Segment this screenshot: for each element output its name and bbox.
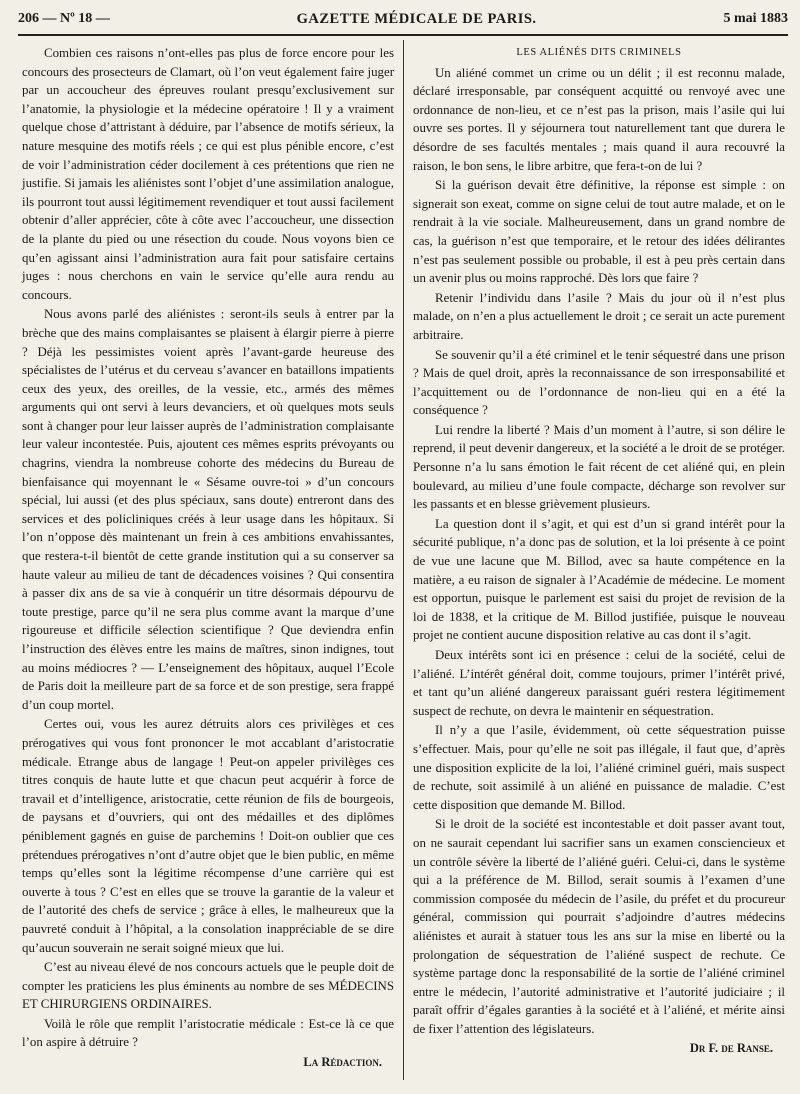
- right-signature: Dr F. de Ranse.: [689, 1041, 773, 1056]
- section-title: LES ALIÉNÉS DITS CRIMINELS: [516, 47, 682, 58]
- right-paragraph: Lui rendre la liberté ? Mais d’un moment à l’autre, si son délire le reprend, il peut devenir dangereux, et la société a le droit de se protéger. Personne n’a lu sans émotion le fait récent de cet aliéné qui, en plein boulevard, au milieu d’une foule compacte, décharge son revolver sur les passants et en blesse grièvement plusieurs.: [413, 422, 785, 512]
- left-signature: La Rédaction.: [303, 1055, 382, 1070]
- right-paragraph: Si la guérison devait être définitive, la réponse est simple : on signerait son exeat, comme on signe celui de tout autre malade, et on le rendrait à la vie sociale. Malheureusement, dans un grand nombre de cas, la guérison n’est que temporaire, et le retour des idées délirantes n’est pas seulement possible ou probable, il est à peu près certain dans un avenir plus ou moins rapproché. Dès lors que faire ?: [413, 178, 785, 286]
- right-paragraph: Se souvenir qu’il a été criminel et le tenir séquestré dans une prison ? Mais de quel droit, après la reconnaissance de son irresponsabilité et l’acquittement ou de l’ordonnance de non-lieu qui en a été la conséquence ?: [413, 347, 785, 418]
- right-paragraph: Un aliéné commet un crime ou un délit ; il est reconnu malade, déclaré irresponsable, par conséquent acquitté ou renvoyé avec une ordonnance de non-lieu, et ce n’est pas la prison, mais l’asile qui lui ouvre ses portes. Il y séjournera tout naturellement tant que durera le désordre de ses facultés mentales ; mais quand il aura recouvré la raison, le bon sens, le libre arbitre, que fera-t-on de lui ?: [413, 65, 785, 173]
- right-paragraph: Retenir l’individu dans l’asile ? Mais du jour où il n’est plus malade, on n’en a plus actuellement le droit ; ce serait un acte purement arbitraire.: [413, 290, 785, 342]
- journal-title: GAZETTE MÉDICALE DE PARIS.: [296, 10, 537, 27]
- right-paragraph: Si le droit de la société est incontestable et doit passer avant tout, on ne saurait cependant lui sacrifier sans un examen consciencieux et un contrôle sévère la liberté de l’aliéné guéri. Celui-ci, dans le système qui a la préférence de M. Billod, serait soumis à l’examen d’une commission composée du médecin de l’asile, du préfet et du procureur général, commission qui pourrait s’adjoindre d’autres médecins aliénistes et aurait à statuer tous les ans sur la mise en liberté ou la prolongation de séquestration de l’aliéné suspect de rechute. Ce système partage donc la responsabilité de la sortie de l’aliéné criminel entre le médecin, l’autorité administrative et l’autorité judiciaire ; il paraît offrir d’égales garanties à la société et à l’aliéné, et mérite ainsi de fixer l’attention des législateurs.: [413, 817, 785, 1036]
- right-paragraph: Deux intérêts sont ici en présence : celui de la société, celui de l’aliéné. L’intérêt général doit, comme toujours, primer l’intérêt privé, et tant qu’un aliéné dangereux paraissant guéri restera légitimement suspect de rechute, on devra le maintenir en séquestration.: [413, 648, 785, 718]
- left-paragraph: Certes oui, vous les aurez détruits alors ces privilèges et ces prérogatives qui vous font prononcer le mot accablant d’aristocratie médicale. Etrange abus de langage ! Peut-on appeler privilèges ces titres conquis de haute lutte et que chacun peut acquérir à force de travail et d’intelligence, aristocratie, cette réunion de fils de bourgeois, de paysans et d’ouvriers, qui ont des médailles et des diplômes péniblement gagnés en guise de parchemins ! Doit-on oublier que ces prétendues prérogatives n’ont d’autre objet que le bien public, en même temps qu’elles sont la légitime récompense d’une carrière qui est ouverte à tous ? C’est en elles que se trouve la garantie de la valeur et de l’autorité des chefs de service ; grâce à elles, le malheureux que la pauvreté conduit à l’hôpital, a la consolation inappréciable de se dire qu’aucun souverain ne serait soigné mieux que lui.: [22, 717, 394, 955]
- page-header: [18, 6, 788, 32]
- right-paragraph: Il n’y a que l’asile, évidemment, où cette séquestration puisse s’effectuer. Mais, pour qu’elle ne soit pas illégale, il faut que, d’après une disposition explicite de la loi, l’aliéné criminel guéri, mais suspect de rechute, soit assimilé à un aliéné en puissance de maladie. C’est cette disposition que demande M. Billod.: [413, 723, 785, 812]
- left-column: [22, 44, 394, 1072]
- right-column: [413, 44, 785, 1058]
- left-paragraph: Nous avons parlé des aliénistes : seront-ils seuls à entrer par la brèche que des mains complaisantes se plaisent à élargir pierre à pierre ? Déjà les pessimistes voient après l’avant-garde heureuse des spécialistes de l’utérus et du cerveau s’avancer en bataillons impatients ceux des yeux, des oreilles, de la vessie, etc., armés des mêmes arguments qui ont servi à leurs devanciers, et où quelques mots seuls sont à changer pour leur laisser auprès de l’administration complaisante leur valeur incontestée. Puis, ajoutent ces mêmes esprits prévoyants ou chagrins, viendra la nombreuse cohorte des médecins du Bureau de bienfaisance qui moyennant le « Sésame ouvre-toi » d’un concours spécial, lui aussi (et des plus spéciaux, sans doute) entreront dans des services et des policliniques créés à leur usage dans les hôpitaux. Si l’on n’oppose dès maintenant un frein à ces ambitions envahissantes, que restera-t-il bientôt de cette grande institution qui a su conserver sa haute valeur au milieu de tant de décadences voisines ? Qui consentira à passer dix ans de sa vie à conquérir un titre désormais dépourvu de toute prestige, parce qu’il ne sera plus comme avant la marque d’une rigoureuse et difficile sélection scientifique ? Que deviendra enfin l’instruction des élèves entre les mains de maîtres, sinon indignes, tout au moins médiocres ? — L’enseignement des hôpitaux, auquel l’Ecole de Paris doit la meilleure part de sa force et de son prestige, sera frappé d’un coup mortel.: [22, 307, 394, 712]
- column-divider: [403, 40, 404, 1080]
- left-paragraph: Voilà le rôle que remplit l’aristocratie médicale : Est-ce là ce que l’on aspire à détruire ?: [22, 1016, 394, 1050]
- left-paragraph: C’est au niveau élevé de nos concours actuels que le peuple doit de compter les praticiens les plus éminents au nombre de ses MÉDECINS ET CHIRURGIENS ORDINAIRES.: [22, 960, 394, 1012]
- right-paragraph: La question dont il s’agit, et qui est d’un si grand intérêt pour la sécurité publique, n’a donc pas de solution, et la loi présente à ce point de vue une lacune que M. Billod, avec sa haute compétence en la matière, a eu raison de signaler à l’Académie de médecine. Le moment est opportun, puisque le parlement est saisi du projet de revision de la loi de 1838, et la critique de M. Billod justifiée, puisque le nouveau projet ne contient aucune disposition relative au cas dont il s’agit.: [413, 516, 785, 643]
- left-paragraph: Combien ces raisons n’ont-elles pas plus de force encore pour les concours des prosecteurs de Clamart, où l’on veut également faire juger par un accoucheur des épreuves roulant presqu’exclusivement sur l’anatomie, la physiologie et la médecine opératoire ! Il y a vraiment quelque chose d’attristant à déduire, par l’absence de motifs sérieux, la nature mesquine des motifs réels ; ce qui est plus pénible encore, c’est de voir l’administration céder docilement à ces prétentions que rien ne justifie. Si jamais les aliénistes sont l’objet d’une assimilation analogue, ils pourront tout aussi légitimement revendiquer et tout aussi facilement obtenir d’aller apprécier, côte à côte avec l’accoucheur, une dissection de la plante du pied ou une résection du coude. Nous voyons bien ce qu’en agissant ainsi l’administration aura fait pour satisfaire certains juges : nous cherchons en vain le service qu’elle aura rendu au concours.: [22, 46, 394, 302]
- header-rule: [18, 34, 788, 36]
- issue-date: 5 mai 1883: [723, 11, 788, 26]
- page-number: 206 — Nº 18 —: [18, 11, 110, 26]
